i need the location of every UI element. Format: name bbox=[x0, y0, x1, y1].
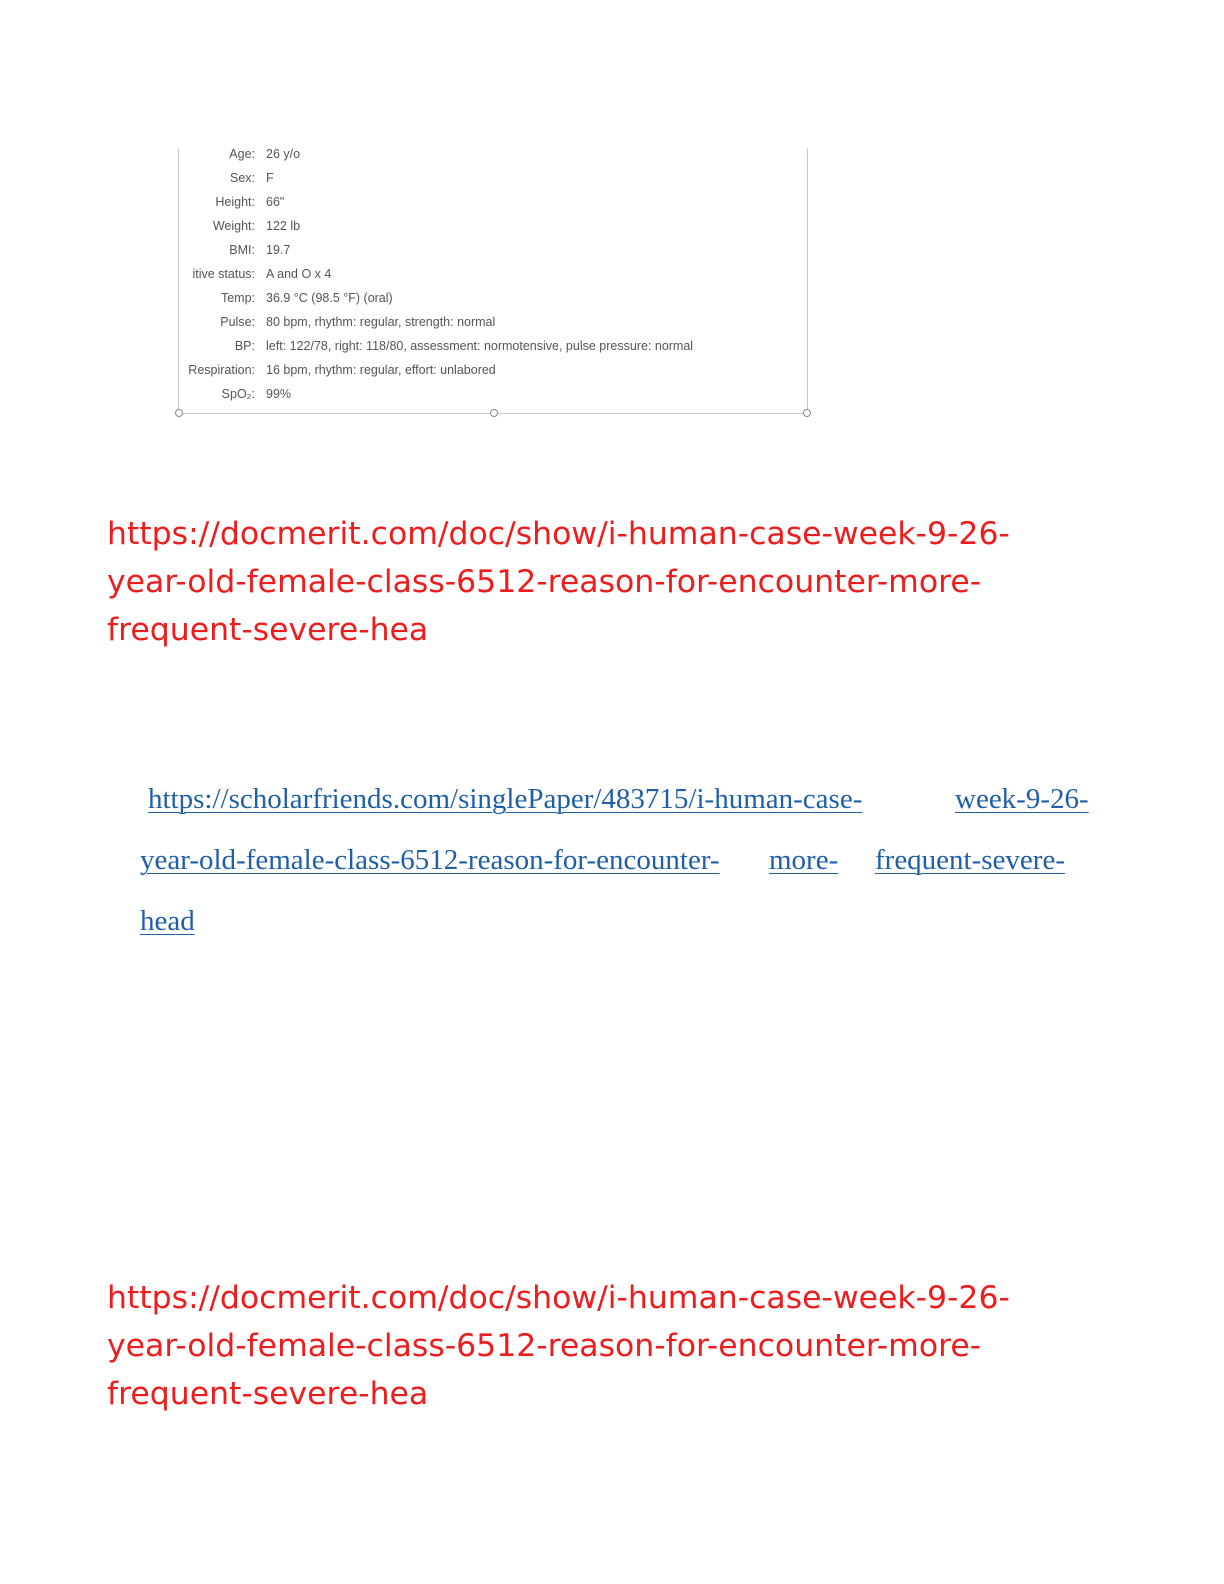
scholarfriends-link-part[interactable]: head bbox=[140, 905, 195, 937]
scholarfriends-link-part[interactable]: frequent-severe- bbox=[875, 844, 1065, 876]
vitals-label: Sex: bbox=[229, 171, 255, 185]
vitals-value: 36.9 °C (98.5 °F) (oral) bbox=[266, 291, 393, 305]
vitals-label: Temp: bbox=[220, 291, 255, 305]
vitals-label: BMI: bbox=[229, 243, 255, 257]
vitals-value: left: 122/78, right: 118/80, assessment: normotensive, pulse pressure: normal bbox=[266, 339, 694, 353]
vitals-label: Age: bbox=[229, 148, 255, 161]
docmerit-url-line: frequent-severe-hea bbox=[107, 1376, 429, 1412]
vitals-row-bp bbox=[179, 334, 807, 358]
vitals-value: 19.7 bbox=[266, 243, 291, 257]
vitals-row-height bbox=[179, 190, 807, 214]
docmerit-url-block-2 bbox=[107, 1274, 1127, 1418]
scholarfriends-link-line-2b bbox=[769, 844, 838, 877]
resize-handle-bottom-center[interactable] bbox=[490, 409, 498, 417]
scholarfriends-link-line-3 bbox=[140, 905, 195, 938]
resize-handle-bottom-left[interactable] bbox=[175, 409, 183, 417]
vitals-label: itive status: bbox=[192, 267, 255, 281]
vitals-label: Pulse: bbox=[220, 315, 255, 329]
vitals-row-age bbox=[179, 148, 807, 166]
vitals-frame bbox=[178, 148, 808, 414]
scholarfriends-link-line-2a bbox=[140, 844, 720, 877]
vitals-value: 26 y/o bbox=[266, 148, 301, 161]
vitals-value: 16 bpm, rhythm: regular, effort: unlabored bbox=[266, 363, 496, 377]
vitals-value: 66" bbox=[266, 195, 285, 209]
vitals-row-pulse bbox=[179, 310, 807, 334]
docmerit-url-line: year-old-female-class-6512-reason-for-encounter-more- bbox=[107, 564, 982, 600]
scholarfriends-link-part[interactable]: https://scholarfriends.com/singlePaper/483715/i-human-case- bbox=[148, 783, 863, 815]
scholarfriends-link-line-1 bbox=[148, 783, 862, 816]
vitals-row-cognitive-status bbox=[179, 262, 807, 286]
docmerit-url-line: https://docmerit.com/doc/show/i-human-case-week-9-26- bbox=[107, 516, 1010, 552]
docmerit-url-line: https://docmerit.com/doc/show/i-human-case-week-9-26- bbox=[107, 1280, 1010, 1316]
scholarfriends-link-line-1b bbox=[955, 783, 1089, 816]
scholarfriends-link-part[interactable]: week-9-26- bbox=[955, 783, 1089, 815]
vitals-label: BP: bbox=[234, 339, 255, 353]
vitals-value: F bbox=[266, 171, 274, 185]
vitals-label: Height: bbox=[215, 195, 255, 209]
vitals-row-spo2 bbox=[179, 382, 807, 406]
vitals-row-sex bbox=[179, 166, 807, 190]
vitals-label: Respiration: bbox=[188, 363, 255, 377]
resize-handle-bottom-right[interactable] bbox=[803, 409, 811, 417]
vitals-value: A and O x 4 bbox=[266, 267, 332, 281]
docmerit-url-line: frequent-severe-hea bbox=[107, 612, 429, 648]
vitals-label: SpO₂: bbox=[221, 387, 255, 401]
vitals-screenshot bbox=[178, 148, 808, 414]
scholarfriends-link-line-2c bbox=[875, 844, 1065, 877]
docmerit-url-line: year-old-female-class-6512-reason-for-encounter-more- bbox=[107, 1328, 982, 1364]
vitals-value: 99% bbox=[266, 387, 292, 401]
docmerit-url-block-1 bbox=[107, 510, 1127, 654]
vitals-row-weight bbox=[179, 214, 807, 238]
vitals-row-respiration bbox=[179, 358, 807, 382]
vitals-label: Weight: bbox=[212, 219, 255, 233]
vitals-row-bmi bbox=[179, 238, 807, 262]
vitals-value: 122 lb bbox=[266, 219, 301, 233]
scholarfriends-link-part[interactable]: year-old-female-class-6512-reason-for-encounter- bbox=[140, 844, 720, 876]
vitals-row-temp bbox=[179, 286, 807, 310]
scholarfriends-link-part[interactable]: more- bbox=[769, 844, 839, 876]
vitals-value: 80 bpm, rhythm: regular, strength: normal bbox=[266, 315, 496, 329]
